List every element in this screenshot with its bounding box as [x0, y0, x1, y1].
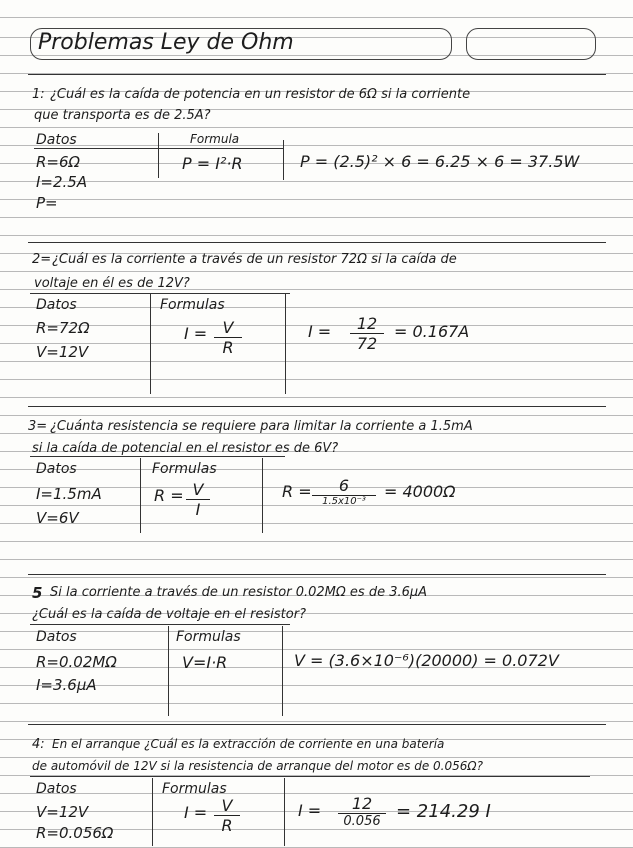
problem-question: de automóvil de 12V si la resistencia de arranque del motor es de 0.056Ω?	[32, 759, 483, 773]
problem-question: En el arranque ¿Cuál es la extracción de corriente en una batería	[52, 737, 445, 751]
solution-result: = 0.167A	[394, 322, 470, 341]
formulas-label: Formulas	[152, 461, 217, 477]
problem-question: ¿Cuál es la corriente a través de un resistor 72Ω si la caída de	[52, 252, 457, 267]
divider	[28, 574, 606, 575]
solution-lhs: R =	[282, 482, 312, 501]
divider	[28, 724, 606, 725]
divider	[30, 456, 285, 457]
solution-fraction	[350, 314, 384, 353]
fraction-denominator: R	[221, 816, 233, 835]
problem-question: ¿Cuál es la caída de voltaje en el resistor?	[32, 607, 306, 622]
formulas-label: Formulas	[176, 629, 241, 645]
datos-label: Datos	[36, 629, 77, 645]
fraction-denominator: 0.056	[343, 814, 381, 829]
given-value: V=6V	[36, 509, 79, 527]
divider	[30, 624, 290, 625]
column-divider	[158, 133, 159, 178]
fraction-denominator: R	[222, 338, 234, 357]
problem-number: 3=	[28, 419, 48, 434]
given-value: I=1.5mA	[36, 485, 102, 503]
column-divider	[150, 294, 151, 394]
page-title: Problemas Ley de Ohm	[38, 30, 294, 55]
given-value: I=2.5A	[36, 173, 88, 191]
divider	[34, 148, 284, 149]
formulas-label: Formulas	[162, 781, 227, 797]
problem-question: ¿Cuál es la caída de potencia en un resistor de 6Ω si la corriente	[50, 87, 471, 102]
formula-label: Formula	[190, 132, 240, 146]
formula-lhs: I =	[184, 324, 208, 343]
divider	[28, 74, 606, 75]
fraction-numerator: 6	[312, 476, 376, 496]
given-value: I=3.6μA	[36, 676, 97, 694]
given-value: R=0.02MΩ	[36, 653, 117, 671]
problem-question: Si la corriente a través de un resistor 0.02MΩ es de 3.6μA	[50, 585, 428, 600]
fraction-numerator: V	[214, 318, 242, 338]
column-divider	[283, 140, 284, 180]
given-value: R=72Ω	[36, 319, 90, 337]
solution-result: = 214.29 I	[396, 801, 491, 822]
datos-label: Datos	[36, 132, 77, 148]
given-value: P=	[36, 194, 58, 212]
given-value: V=12V	[36, 343, 89, 361]
solution-fraction	[312, 476, 376, 507]
problem-question: que transporta es de 2.5A?	[34, 108, 211, 123]
fraction-numerator: V	[214, 796, 240, 816]
fraction-denominator: 72	[356, 334, 378, 353]
solution: P = (2.5)² × 6 = 6.25 × 6 = 37.5W	[300, 152, 580, 171]
column-divider	[262, 458, 263, 533]
column-divider	[285, 294, 286, 394]
formula: V=I·R	[182, 653, 228, 672]
solution-fraction	[338, 794, 386, 829]
solution-lhs: I =	[298, 801, 322, 820]
column-divider	[282, 626, 283, 716]
fraction-numerator: 12	[338, 794, 386, 814]
date-box	[466, 28, 596, 60]
formula: P = I²·R	[182, 154, 243, 173]
fraction-numerator: 12	[350, 314, 384, 334]
column-divider	[152, 778, 153, 846]
datos-label: Datos	[36, 297, 77, 313]
fraction-denominator: 1.5x10⁻³	[322, 496, 366, 507]
datos-label: Datos	[36, 781, 77, 797]
solution-result: = 4000Ω	[384, 482, 456, 501]
problem-question: si la caída de potencial en el resistor es de 6V?	[32, 441, 339, 456]
datos-label: Datos	[36, 461, 77, 477]
divider	[30, 776, 590, 777]
problem-question: ¿Cuánta resistencia se requiere para limitar la corriente a 1.5mA	[50, 419, 473, 434]
column-divider	[168, 626, 169, 716]
formulas-label: Formulas	[160, 297, 225, 313]
problem-number: 2=	[32, 252, 52, 267]
problem-question: voltaje en él es de 12V?	[34, 276, 190, 291]
solution-lhs: I =	[308, 322, 332, 341]
given-value: V=12V	[36, 803, 89, 821]
formula-fraction	[214, 318, 242, 357]
given-value: R=6Ω	[36, 153, 80, 171]
fraction-numerator: V	[186, 480, 210, 500]
problem-number: 5	[32, 584, 43, 602]
formula-fraction	[186, 480, 210, 519]
formula-lhs: R =	[154, 486, 184, 505]
column-divider	[284, 778, 285, 846]
problem-number: 1:	[32, 87, 45, 102]
fraction-denominator: I	[195, 500, 201, 519]
given-value: R=0.056Ω	[36, 824, 114, 842]
formula-lhs: I =	[184, 803, 208, 822]
formula-fraction	[214, 796, 240, 835]
solution: V = (3.6×10⁻⁶)(20000) = 0.072V	[294, 651, 559, 670]
problem-number: 4:	[32, 737, 45, 752]
column-divider	[140, 458, 141, 533]
divider	[28, 406, 606, 407]
divider	[30, 293, 290, 294]
divider	[28, 242, 606, 243]
